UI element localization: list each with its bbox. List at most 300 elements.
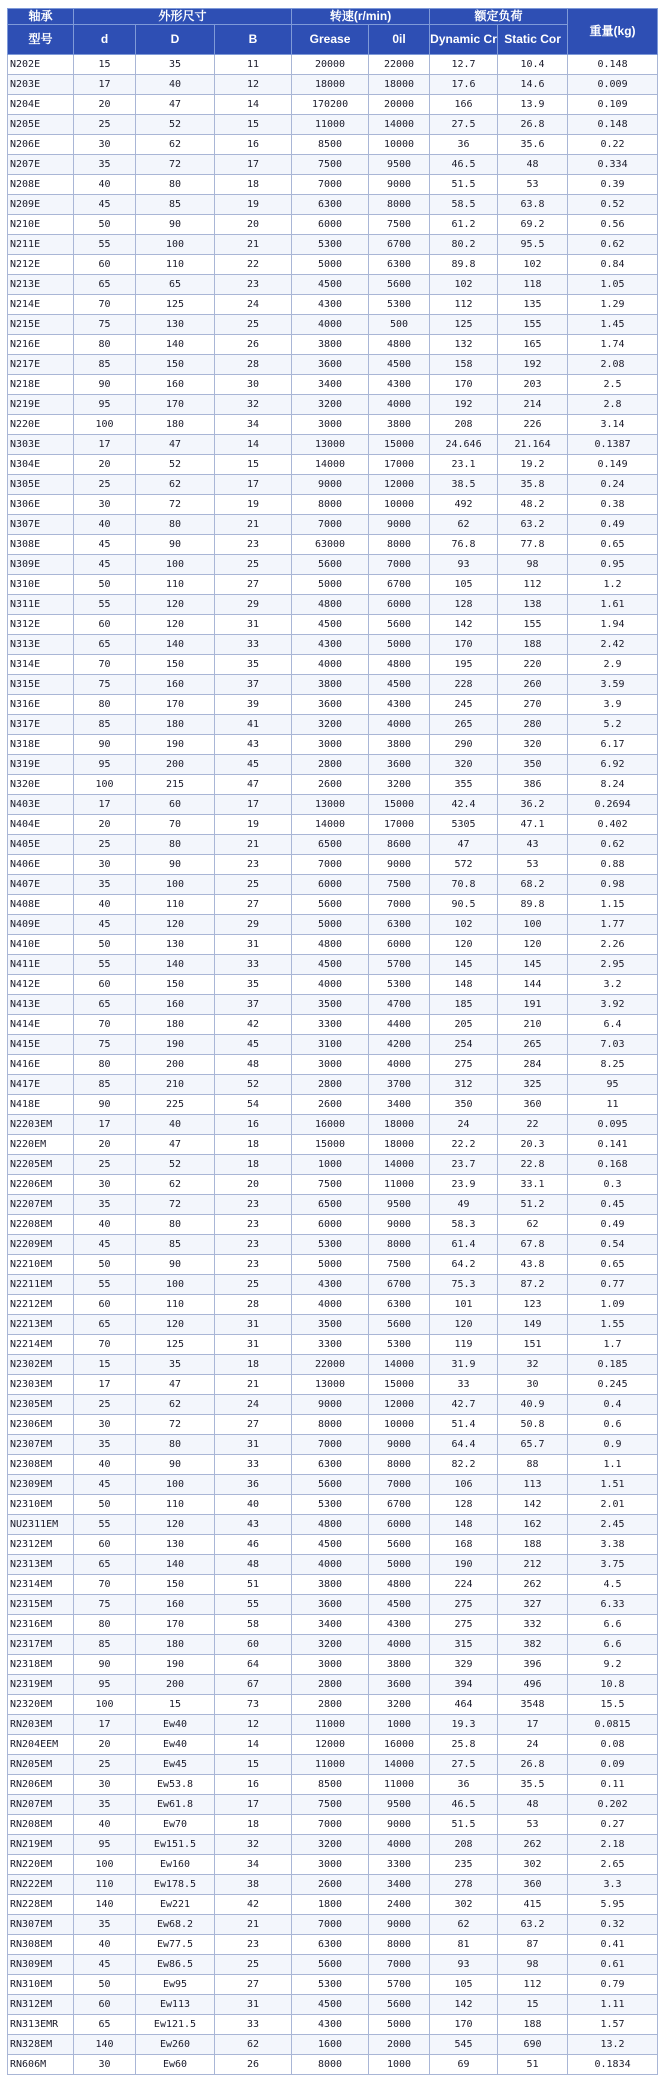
table-row bbox=[8, 455, 658, 475]
cell-static: 360 bbox=[498, 1095, 568, 1115]
cell-grease: 3300 bbox=[292, 1335, 369, 1355]
cell-D: 130 bbox=[136, 315, 215, 335]
cell-static: 87 bbox=[498, 1935, 568, 1955]
cell-grease: 3400 bbox=[292, 375, 369, 395]
table-row bbox=[8, 695, 658, 715]
cell-d: 30 bbox=[74, 855, 136, 875]
cell-oil: 5300 bbox=[369, 975, 430, 995]
cell-grease: 9000 bbox=[292, 1395, 369, 1415]
cell-d: 55 bbox=[74, 1515, 136, 1535]
cell-weight: 0.62 bbox=[568, 835, 658, 855]
cell-static: 135 bbox=[498, 295, 568, 315]
cell-d: 80 bbox=[74, 1615, 136, 1635]
cell-model: N2309EM bbox=[8, 1475, 74, 1495]
cell-D: 120 bbox=[136, 915, 215, 935]
cell-oil: 14000 bbox=[369, 115, 430, 135]
cell-static: 69.2 bbox=[498, 215, 568, 235]
cell-dynamic: 61.4 bbox=[430, 1235, 498, 1255]
table-body bbox=[8, 55, 658, 2075]
cell-oil: 17000 bbox=[369, 815, 430, 835]
cell-d: 45 bbox=[74, 555, 136, 575]
cell-grease: 3600 bbox=[292, 695, 369, 715]
cell-weight: 0.6 bbox=[568, 1415, 658, 1435]
cell-model: RN204EEM bbox=[8, 1735, 74, 1755]
cell-model: N319E bbox=[8, 755, 74, 775]
cell-dynamic: 23.9 bbox=[430, 1175, 498, 1195]
cell-d: 100 bbox=[74, 1695, 136, 1715]
table-row bbox=[8, 995, 658, 1015]
cell-weight: 3.38 bbox=[568, 1535, 658, 1555]
cell-grease: 3500 bbox=[292, 995, 369, 1015]
cell-dynamic: 49 bbox=[430, 1195, 498, 1215]
cell-weight: 2.42 bbox=[568, 635, 658, 655]
table-row bbox=[8, 1935, 658, 1955]
cell-D: Ew86.5 bbox=[136, 1955, 215, 1975]
header-weight: 重量(kg) bbox=[568, 9, 658, 55]
cell-d: 30 bbox=[74, 1415, 136, 1435]
cell-dynamic: 245 bbox=[430, 695, 498, 715]
cell-oil: 6000 bbox=[369, 1515, 430, 1535]
cell-static: 98 bbox=[498, 1955, 568, 1975]
cell-B: 23 bbox=[215, 275, 292, 295]
cell-grease: 2600 bbox=[292, 775, 369, 795]
cell-D: 90 bbox=[136, 855, 215, 875]
cell-oil: 9500 bbox=[369, 1195, 430, 1215]
cell-weight: 0.24 bbox=[568, 475, 658, 495]
table-row bbox=[8, 635, 658, 655]
cell-grease: 6300 bbox=[292, 195, 369, 215]
cell-dynamic: 38.5 bbox=[430, 475, 498, 495]
cell-model: N204E bbox=[8, 95, 74, 115]
cell-model: N219E bbox=[8, 395, 74, 415]
table-row bbox=[8, 175, 658, 195]
cell-static: 265 bbox=[498, 1035, 568, 1055]
cell-d: 30 bbox=[74, 2055, 136, 2075]
cell-dynamic: 125 bbox=[430, 315, 498, 335]
cell-B: 27 bbox=[215, 895, 292, 915]
cell-dynamic: 190 bbox=[430, 1555, 498, 1575]
cell-D: 160 bbox=[136, 1595, 215, 1615]
cell-model: RN219EM bbox=[8, 1835, 74, 1855]
cell-D: 110 bbox=[136, 1295, 215, 1315]
cell-static: 188 bbox=[498, 2015, 568, 2035]
cell-d: 50 bbox=[74, 1495, 136, 1515]
cell-oil: 14000 bbox=[369, 1155, 430, 1175]
cell-B: 14 bbox=[215, 1735, 292, 1755]
cell-B: 16 bbox=[215, 135, 292, 155]
cell-model: N315E bbox=[8, 675, 74, 695]
cell-B: 23 bbox=[215, 855, 292, 875]
table-row bbox=[8, 1515, 658, 1535]
table-row bbox=[8, 915, 658, 935]
cell-grease: 3000 bbox=[292, 1055, 369, 1075]
cell-grease: 5600 bbox=[292, 895, 369, 915]
header-B: B bbox=[215, 25, 292, 55]
table-row bbox=[8, 1595, 658, 1615]
cell-d: 17 bbox=[74, 1375, 136, 1395]
cell-B: 21 bbox=[215, 1915, 292, 1935]
cell-static: 77.8 bbox=[498, 535, 568, 555]
cell-grease: 5300 bbox=[292, 235, 369, 255]
cell-weight: 0.22 bbox=[568, 135, 658, 155]
cell-D: 140 bbox=[136, 955, 215, 975]
cell-model: N407E bbox=[8, 875, 74, 895]
cell-dynamic: 142 bbox=[430, 615, 498, 635]
cell-B: 15 bbox=[215, 115, 292, 135]
cell-grease: 9000 bbox=[292, 475, 369, 495]
cell-dynamic: 22.2 bbox=[430, 1135, 498, 1155]
cell-dynamic: 315 bbox=[430, 1635, 498, 1655]
cell-grease: 2600 bbox=[292, 1095, 369, 1115]
cell-D: 90 bbox=[136, 1455, 215, 1475]
cell-model: N311E bbox=[8, 595, 74, 615]
cell-dynamic: 51.4 bbox=[430, 1415, 498, 1435]
cell-B: 21 bbox=[215, 835, 292, 855]
cell-weight: 0.27 bbox=[568, 1815, 658, 1835]
cell-dynamic: 46.5 bbox=[430, 1795, 498, 1815]
cell-static: 210 bbox=[498, 1015, 568, 1035]
cell-static: 112 bbox=[498, 1975, 568, 1995]
cell-d: 25 bbox=[74, 475, 136, 495]
cell-dynamic: 275 bbox=[430, 1615, 498, 1635]
cell-grease: 4300 bbox=[292, 295, 369, 315]
table-row bbox=[8, 535, 658, 555]
table-row bbox=[8, 1695, 658, 1715]
cell-model: RN222EM bbox=[8, 1875, 74, 1895]
cell-grease: 20000 bbox=[292, 55, 369, 75]
cell-B: 17 bbox=[215, 155, 292, 175]
header-static-cor: Static Cor bbox=[498, 25, 568, 55]
cell-dynamic: 42.4 bbox=[430, 795, 498, 815]
cell-D: 100 bbox=[136, 235, 215, 255]
cell-grease: 4500 bbox=[292, 275, 369, 295]
table-row bbox=[8, 575, 658, 595]
cell-oil: 15000 bbox=[369, 1375, 430, 1395]
cell-B: 39 bbox=[215, 695, 292, 715]
cell-grease: 3800 bbox=[292, 1575, 369, 1595]
cell-D: 65 bbox=[136, 275, 215, 295]
cell-D: 80 bbox=[136, 835, 215, 855]
cell-weight: 3.75 bbox=[568, 1555, 658, 1575]
cell-model: N2313EM bbox=[8, 1555, 74, 1575]
cell-static: 151 bbox=[498, 1335, 568, 1355]
cell-weight: 0.32 bbox=[568, 1915, 658, 1935]
cell-dynamic: 33 bbox=[430, 1375, 498, 1395]
cell-d: 90 bbox=[74, 375, 136, 395]
cell-B: 14 bbox=[215, 95, 292, 115]
cell-d: 85 bbox=[74, 1635, 136, 1655]
table-row bbox=[8, 1735, 658, 1755]
cell-B: 33 bbox=[215, 1455, 292, 1475]
cell-dynamic: 23.7 bbox=[430, 1155, 498, 1175]
cell-model: N2213EM bbox=[8, 1315, 74, 1335]
cell-model: N416E bbox=[8, 1055, 74, 1075]
cell-D: 150 bbox=[136, 975, 215, 995]
cell-model: RN312EM bbox=[8, 1995, 74, 2015]
cell-static: 30 bbox=[498, 1375, 568, 1395]
table-row bbox=[8, 955, 658, 975]
cell-B: 15 bbox=[215, 455, 292, 475]
cell-oil: 8000 bbox=[369, 195, 430, 215]
cell-d: 35 bbox=[74, 1795, 136, 1815]
cell-weight: 0.65 bbox=[568, 535, 658, 555]
table-row bbox=[8, 1675, 658, 1695]
cell-weight: 0.109 bbox=[568, 95, 658, 115]
cell-dynamic: 265 bbox=[430, 715, 498, 735]
cell-d: 35 bbox=[74, 1435, 136, 1455]
cell-model: N2317EM bbox=[8, 1635, 74, 1655]
cell-oil: 5600 bbox=[369, 1995, 430, 2015]
cell-weight: 4.5 bbox=[568, 1575, 658, 1595]
table-row bbox=[8, 935, 658, 955]
cell-B: 48 bbox=[215, 1055, 292, 1075]
cell-grease: 6300 bbox=[292, 1455, 369, 1475]
cell-weight: 0.95 bbox=[568, 555, 658, 575]
cell-oil: 4500 bbox=[369, 1595, 430, 1615]
cell-dynamic: 148 bbox=[430, 1515, 498, 1535]
table-row bbox=[8, 1035, 658, 1055]
cell-dynamic: 31.9 bbox=[430, 1355, 498, 1375]
cell-weight: 2.45 bbox=[568, 1515, 658, 1535]
cell-weight: 0.79 bbox=[568, 1975, 658, 1995]
cell-dynamic: 36 bbox=[430, 135, 498, 155]
cell-grease: 14000 bbox=[292, 815, 369, 835]
cell-oil: 8000 bbox=[369, 1455, 430, 1475]
cell-static: 22.8 bbox=[498, 1155, 568, 1175]
cell-dynamic: 166 bbox=[430, 95, 498, 115]
cell-d: 80 bbox=[74, 335, 136, 355]
cell-oil: 4200 bbox=[369, 1035, 430, 1055]
cell-B: 26 bbox=[215, 335, 292, 355]
table-row bbox=[8, 235, 658, 255]
cell-weight: 1.1 bbox=[568, 1455, 658, 1475]
cell-grease: 5000 bbox=[292, 255, 369, 275]
cell-oil: 7000 bbox=[369, 555, 430, 575]
cell-B: 24 bbox=[215, 1395, 292, 1415]
cell-weight: 0.2694 bbox=[568, 795, 658, 815]
cell-B: 25 bbox=[215, 1275, 292, 1295]
cell-model: N209E bbox=[8, 195, 74, 215]
cell-weight: 2.9 bbox=[568, 655, 658, 675]
cell-D: 120 bbox=[136, 595, 215, 615]
cell-static: 87.2 bbox=[498, 1275, 568, 1295]
cell-static: 36.2 bbox=[498, 795, 568, 815]
cell-weight: 0.77 bbox=[568, 1275, 658, 1295]
cell-D: 180 bbox=[136, 715, 215, 735]
cell-dynamic: 61.2 bbox=[430, 215, 498, 235]
cell-oil: 4800 bbox=[369, 655, 430, 675]
cell-weight: 10.8 bbox=[568, 1675, 658, 1695]
cell-dynamic: 208 bbox=[430, 1835, 498, 1855]
cell-weight: 2.26 bbox=[568, 935, 658, 955]
cell-grease: 13000 bbox=[292, 1375, 369, 1395]
cell-weight: 8.25 bbox=[568, 1055, 658, 1075]
cell-model: N2203EM bbox=[8, 1115, 74, 1135]
cell-grease: 7000 bbox=[292, 1915, 369, 1935]
cell-static: 48 bbox=[498, 155, 568, 175]
cell-oil: 7500 bbox=[369, 215, 430, 235]
cell-grease: 7000 bbox=[292, 855, 369, 875]
cell-D: 72 bbox=[136, 155, 215, 175]
cell-static: 53 bbox=[498, 175, 568, 195]
cell-d: 15 bbox=[74, 1355, 136, 1375]
cell-B: 18 bbox=[215, 1135, 292, 1155]
cell-grease: 7500 bbox=[292, 155, 369, 175]
cell-grease: 11000 bbox=[292, 115, 369, 135]
cell-B: 31 bbox=[215, 935, 292, 955]
cell-D: Ew160 bbox=[136, 1855, 215, 1875]
cell-dynamic: 76.8 bbox=[430, 535, 498, 555]
cell-grease: 12000 bbox=[292, 1735, 369, 1755]
cell-weight: 3.92 bbox=[568, 995, 658, 1015]
table-row bbox=[8, 1835, 658, 1855]
cell-static: 48.2 bbox=[498, 495, 568, 515]
cell-oil: 5600 bbox=[369, 275, 430, 295]
cell-grease: 16000 bbox=[292, 1115, 369, 1135]
cell-grease: 7500 bbox=[292, 1175, 369, 1195]
cell-B: 47 bbox=[215, 775, 292, 795]
table-row bbox=[8, 875, 658, 895]
cell-dynamic: 62 bbox=[430, 1915, 498, 1935]
cell-weight: 0.334 bbox=[568, 155, 658, 175]
cell-D: 100 bbox=[136, 555, 215, 575]
cell-model: N2312EM bbox=[8, 1535, 74, 1555]
cell-d: 60 bbox=[74, 975, 136, 995]
cell-d: 70 bbox=[74, 1335, 136, 1355]
cell-model: N2307EM bbox=[8, 1435, 74, 1455]
cell-dynamic: 320 bbox=[430, 755, 498, 775]
cell-grease: 3800 bbox=[292, 335, 369, 355]
cell-grease: 3100 bbox=[292, 1035, 369, 1055]
cell-weight: 0.148 bbox=[568, 115, 658, 135]
cell-dynamic: 192 bbox=[430, 395, 498, 415]
cell-static: 53 bbox=[498, 855, 568, 875]
cell-grease: 8500 bbox=[292, 135, 369, 155]
cell-d: 55 bbox=[74, 235, 136, 255]
cell-static: 15 bbox=[498, 1995, 568, 2015]
cell-B: 33 bbox=[215, 2015, 292, 2035]
cell-D: 170 bbox=[136, 1615, 215, 1635]
header-load-rating: 额定负荷 bbox=[430, 9, 568, 25]
cell-B: 25 bbox=[215, 555, 292, 575]
table-row bbox=[8, 1415, 658, 1435]
cell-d: 20 bbox=[74, 815, 136, 835]
cell-weight: 1.61 bbox=[568, 595, 658, 615]
cell-B: 42 bbox=[215, 1895, 292, 1915]
cell-grease: 4500 bbox=[292, 615, 369, 635]
cell-d: 30 bbox=[74, 1175, 136, 1195]
cell-D: 200 bbox=[136, 755, 215, 775]
cell-B: 17 bbox=[215, 1795, 292, 1815]
cell-D: 150 bbox=[136, 1575, 215, 1595]
cell-oil: 4400 bbox=[369, 1015, 430, 1035]
cell-model: N317E bbox=[8, 715, 74, 735]
cell-D: 90 bbox=[136, 1255, 215, 1275]
cell-static: 40.9 bbox=[498, 1395, 568, 1415]
cell-model: N2308EM bbox=[8, 1455, 74, 1475]
cell-d: 30 bbox=[74, 495, 136, 515]
cell-model: RN206EM bbox=[8, 1775, 74, 1795]
cell-weight: 1.77 bbox=[568, 915, 658, 935]
cell-model: N312E bbox=[8, 615, 74, 635]
cell-dynamic: 195 bbox=[430, 655, 498, 675]
cell-oil: 6700 bbox=[369, 1275, 430, 1295]
table-row bbox=[8, 1575, 658, 1595]
cell-B: 25 bbox=[215, 315, 292, 335]
cell-B: 25 bbox=[215, 1955, 292, 1975]
cell-D: 90 bbox=[136, 535, 215, 555]
cell-oil: 6300 bbox=[369, 1295, 430, 1315]
table-row bbox=[8, 355, 658, 375]
cell-dynamic: 82.2 bbox=[430, 1455, 498, 1475]
table-row bbox=[8, 755, 658, 775]
cell-static: 14.6 bbox=[498, 75, 568, 95]
cell-static: 35.6 bbox=[498, 135, 568, 155]
cell-grease: 3000 bbox=[292, 735, 369, 755]
table-row bbox=[8, 1635, 658, 1655]
cell-model: NU2311EM bbox=[8, 1515, 74, 1535]
cell-static: 155 bbox=[498, 615, 568, 635]
cell-dynamic: 170 bbox=[430, 2015, 498, 2035]
cell-d: 50 bbox=[74, 215, 136, 235]
cell-static: 214 bbox=[498, 395, 568, 415]
table-row bbox=[8, 1135, 658, 1155]
table-row bbox=[8, 835, 658, 855]
cell-static: 43.8 bbox=[498, 1255, 568, 1275]
cell-B: 55 bbox=[215, 1595, 292, 1615]
cell-weight: 1.74 bbox=[568, 335, 658, 355]
cell-model: N2316EM bbox=[8, 1615, 74, 1635]
cell-model: N306E bbox=[8, 495, 74, 515]
cell-D: Ew121.5 bbox=[136, 2015, 215, 2035]
cell-static: 690 bbox=[498, 2035, 568, 2055]
cell-D: 72 bbox=[136, 1195, 215, 1215]
cell-grease: 63000 bbox=[292, 535, 369, 555]
cell-model: N313E bbox=[8, 635, 74, 655]
cell-B: 26 bbox=[215, 2055, 292, 2075]
cell-weight: 0.245 bbox=[568, 1375, 658, 1395]
cell-D: 160 bbox=[136, 675, 215, 695]
cell-model: N304E bbox=[8, 455, 74, 475]
cell-B: 23 bbox=[215, 1255, 292, 1275]
cell-dynamic: 302 bbox=[430, 1895, 498, 1915]
cell-dynamic: 101 bbox=[430, 1295, 498, 1315]
cell-d: 25 bbox=[74, 1755, 136, 1775]
table-row bbox=[8, 1655, 658, 1675]
table-row bbox=[8, 1995, 658, 2015]
cell-B: 46 bbox=[215, 1535, 292, 1555]
cell-D: 72 bbox=[136, 1415, 215, 1435]
cell-weight: 0.62 bbox=[568, 235, 658, 255]
cell-oil: 14000 bbox=[369, 1355, 430, 1375]
cell-model: N206E bbox=[8, 135, 74, 155]
cell-d: 50 bbox=[74, 575, 136, 595]
cell-B: 28 bbox=[215, 355, 292, 375]
cell-grease: 4000 bbox=[292, 1295, 369, 1315]
cell-weight: 1.94 bbox=[568, 615, 658, 635]
cell-oil: 3800 bbox=[369, 735, 430, 755]
cell-oil: 3300 bbox=[369, 1855, 430, 1875]
cell-grease: 3500 bbox=[292, 1315, 369, 1335]
cell-grease: 3000 bbox=[292, 415, 369, 435]
cell-oil: 3200 bbox=[369, 775, 430, 795]
cell-B: 32 bbox=[215, 1835, 292, 1855]
table-row bbox=[8, 375, 658, 395]
cell-dynamic: 158 bbox=[430, 355, 498, 375]
cell-D: 110 bbox=[136, 895, 215, 915]
table-row bbox=[8, 115, 658, 135]
cell-static: 325 bbox=[498, 1075, 568, 1095]
